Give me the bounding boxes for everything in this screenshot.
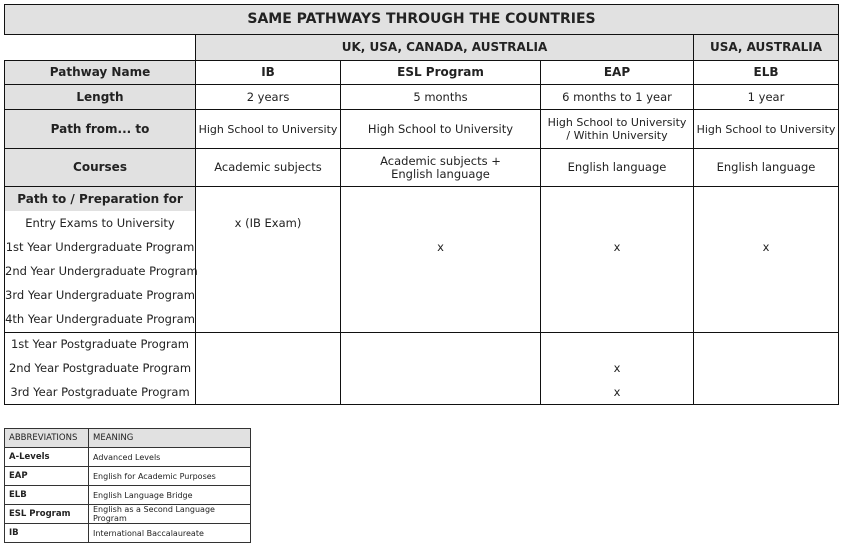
abbreviation-row xyxy=(5,524,251,543)
prep-item-pg1: 1st Year Postgraduate Program xyxy=(10,337,189,351)
row-label-length: Length xyxy=(4,84,196,110)
courses-eap: English language xyxy=(540,148,694,187)
prep-item-pg2: 2nd Year Postgraduate Program xyxy=(8,361,192,375)
esl-postgrad-cell xyxy=(340,332,541,405)
path-elb: High School to University xyxy=(693,109,839,149)
abbreviation: A-Levels xyxy=(5,448,89,467)
length-ib: 2 years xyxy=(195,84,341,110)
prep-item-ug3: 3rd Year Undergraduate Program xyxy=(5,288,195,302)
abbreviation-row xyxy=(5,467,251,486)
pathway-name-eap: EAP xyxy=(540,60,694,85)
elb-undergrad-cell xyxy=(693,186,839,333)
region-header-usa-australia: USA, AUSTRALIA xyxy=(693,34,839,61)
abbreviation-row xyxy=(5,505,251,524)
abbreviation: ESL Program xyxy=(5,505,89,524)
courses-esl: Academic subjects + English language xyxy=(340,148,541,187)
path-eap: High School to University / Within University xyxy=(540,109,694,149)
meaning: International Baccalaureate xyxy=(89,524,251,543)
row-label-pathway-name: Pathway Name xyxy=(4,60,196,85)
pathway-name-esl: ESL Program xyxy=(340,60,541,85)
path-ib: High School to University xyxy=(195,109,341,149)
pathway-name-elb: ELB xyxy=(693,60,839,85)
mark-esl-ug1: x xyxy=(437,240,444,254)
pathway-name-ib: IB xyxy=(195,60,341,85)
row-label-courses: Courses xyxy=(4,148,196,187)
meaning: English as a Second Language Program xyxy=(89,505,251,524)
region-header-uk-usa-canada-australia: UK, USA, CANADA, AUSTRALIA xyxy=(195,34,694,61)
abbreviation: ELB xyxy=(5,486,89,505)
length-esl: 5 months xyxy=(340,84,541,110)
prep-item-entry-exams: Entry Exams to University xyxy=(25,216,175,230)
mark-eap-ug1: x xyxy=(613,240,621,254)
mark-eap-pg2: x xyxy=(613,361,621,375)
eap-undergrad-cell xyxy=(540,186,694,333)
ib-postgrad-cell xyxy=(195,332,341,405)
meaning-header: MEANING xyxy=(89,429,251,448)
abbreviations-header: ABBREVIATIONS xyxy=(5,429,89,448)
mark-eap-pg3: x xyxy=(613,385,621,399)
mark-ib-entry-exam: x (IB Exam) xyxy=(234,216,302,230)
row-label-path-from-to: Path from... to xyxy=(4,109,196,149)
prep-item-ug4: 4th Year Undergraduate Program xyxy=(5,312,195,326)
ib-undergrad-cell xyxy=(195,186,341,333)
elb-postgrad-cell xyxy=(693,332,839,405)
length-elb: 1 year xyxy=(693,84,839,110)
mark-elb-ug1: x xyxy=(762,240,770,254)
meaning: Advanced Levels xyxy=(89,448,251,467)
esl-undergrad-cell xyxy=(340,186,541,333)
prep-item-pg3: 3rd Year Postgraduate Program xyxy=(10,385,190,399)
courses-elb: English language xyxy=(693,148,839,187)
path-esl: High School to University xyxy=(340,109,541,149)
length-eap: 6 months to 1 year xyxy=(540,84,694,110)
meaning: English for Academic Purposes xyxy=(89,467,251,486)
table-title: SAME PATHWAYS THROUGH THE COUNTRIES xyxy=(4,4,839,35)
prep-item-ug1: 1st Year Undergraduate Program xyxy=(5,240,195,254)
abbreviation: EAP xyxy=(5,467,89,486)
courses-ib: Academic subjects xyxy=(195,148,341,187)
abbreviation: IB xyxy=(5,524,89,543)
prep-item-ug2: 2nd Year Undergraduate Program xyxy=(5,264,198,278)
abbreviations-table xyxy=(4,428,251,543)
empty-corner-cell xyxy=(4,34,196,61)
abbreviation-row xyxy=(5,486,251,505)
abbreviations-header-row xyxy=(5,429,251,448)
abbreviation-row xyxy=(5,448,251,467)
meaning: English Language Bridge xyxy=(89,486,251,505)
row-label-preparation: Path to / Preparation for xyxy=(5,187,195,211)
